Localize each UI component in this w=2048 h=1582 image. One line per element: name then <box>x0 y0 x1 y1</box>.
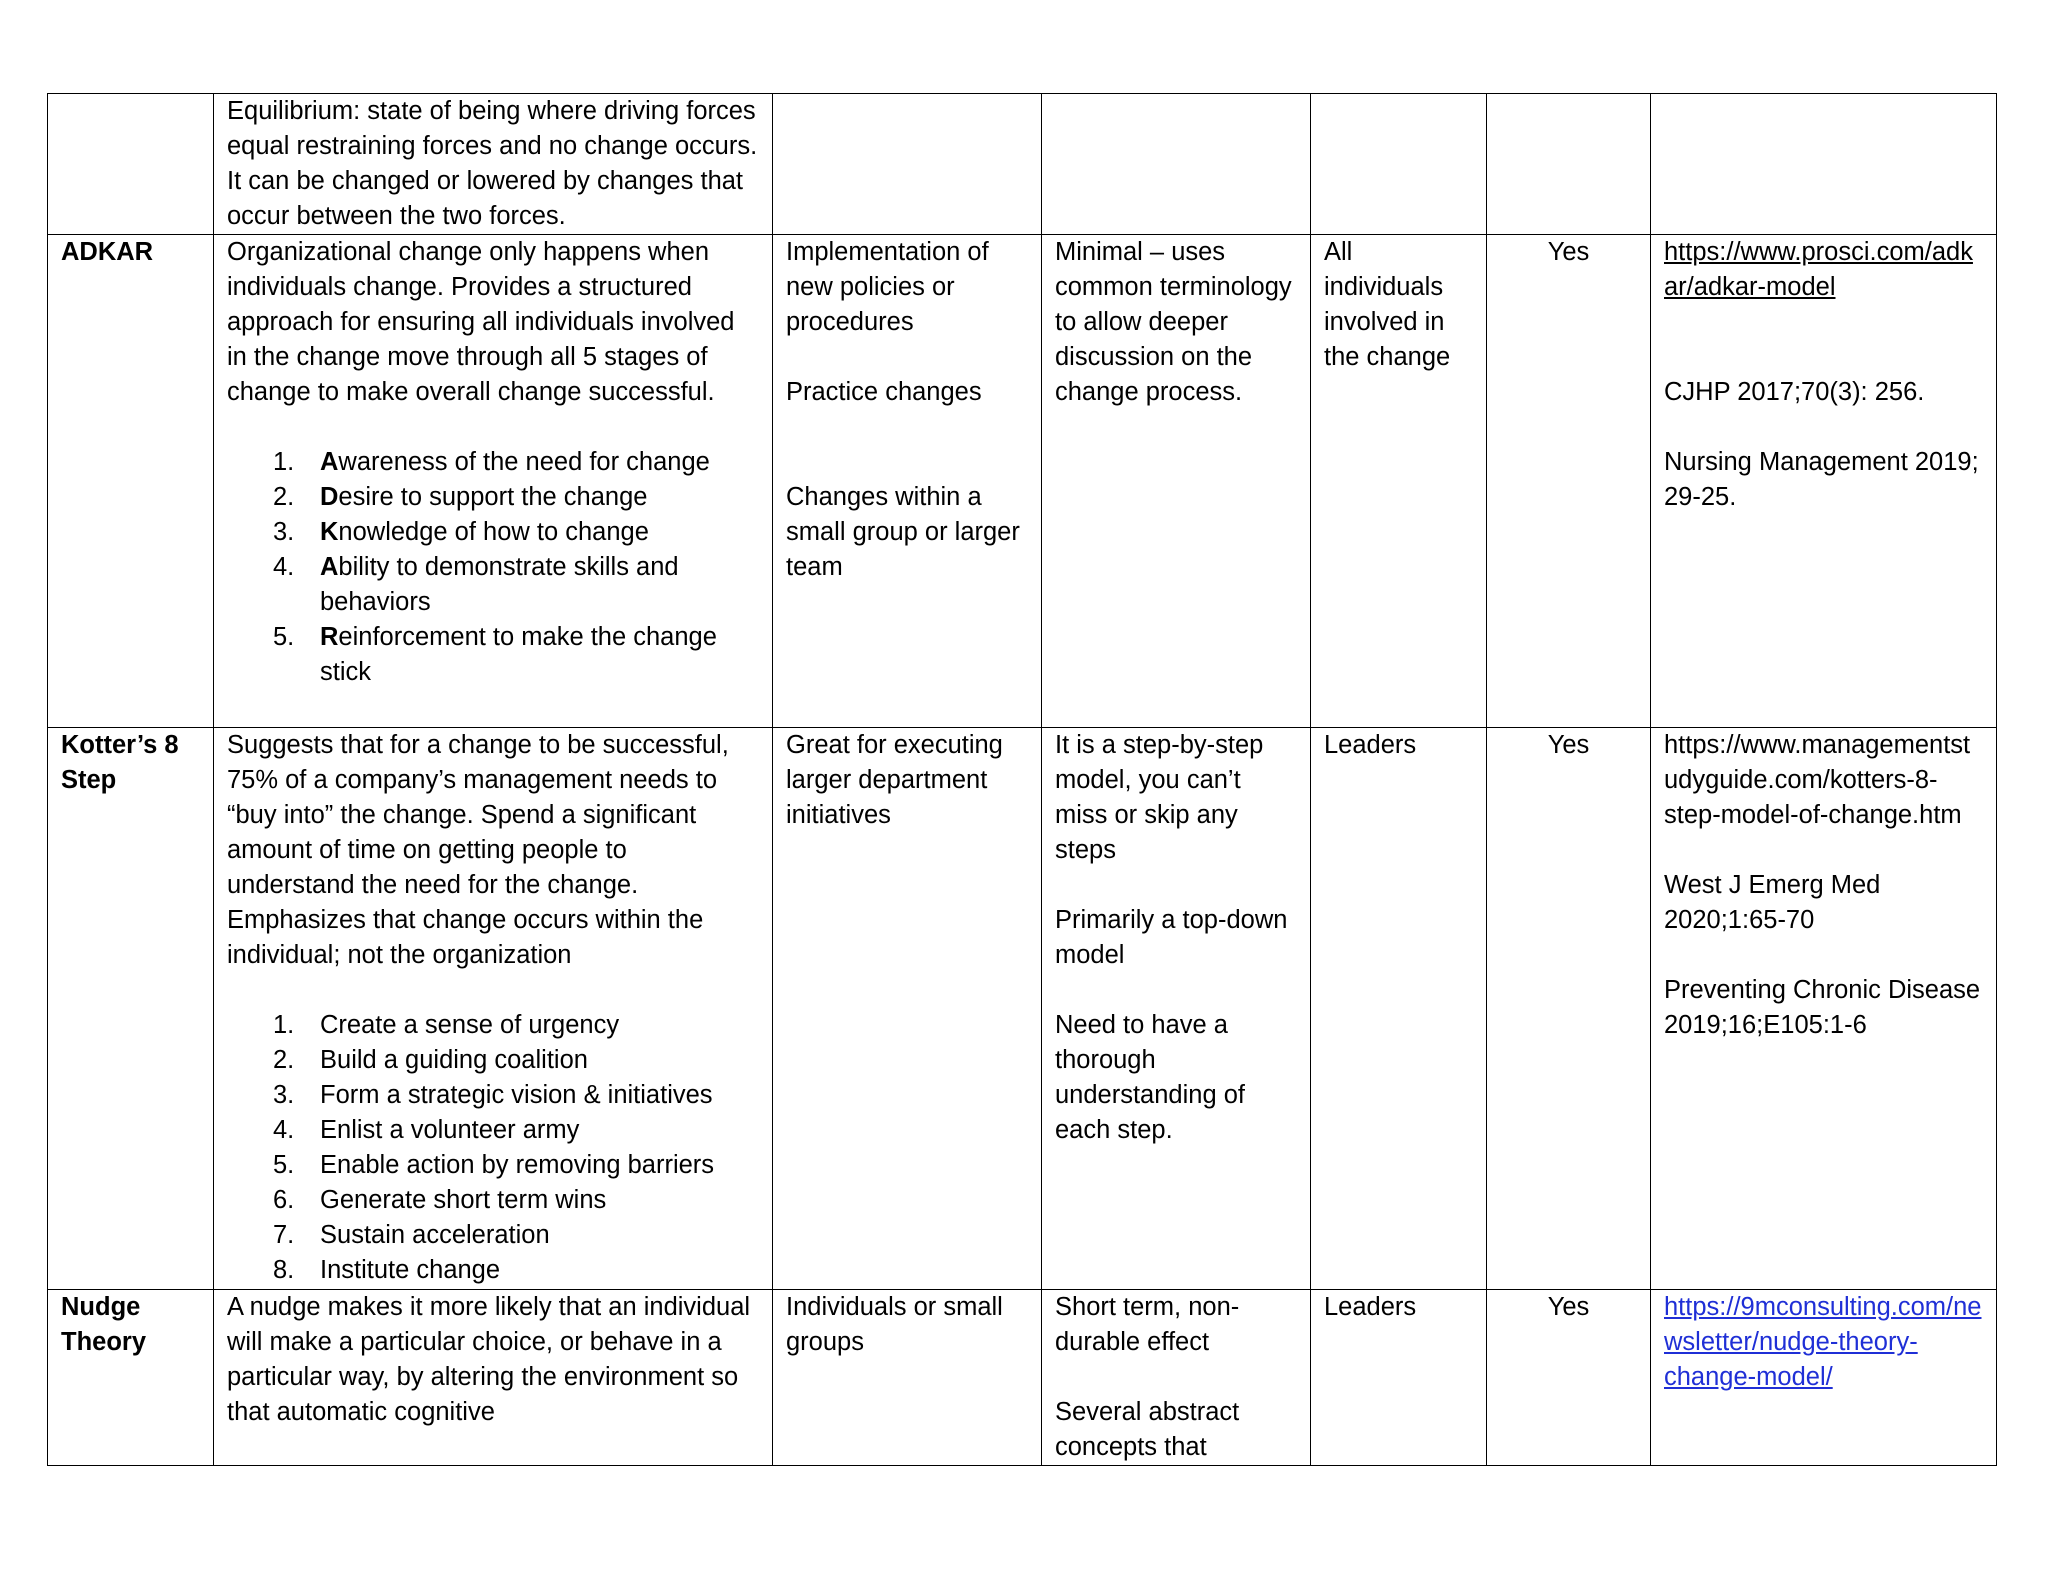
use-text: Implementation of new policies or procedures <box>786 238 989 336</box>
use-text: Individuals or small groups <box>786 1293 1003 1356</box>
list-item: 5. Enable action by removing barriers <box>273 1151 715 1179</box>
table-row-adkar <box>48 235 1997 728</box>
table-row-nudge <box>48 1290 1997 1466</box>
limitations-text: It is a step-by-step model, you can’t miss or skip any steps <box>1055 731 1264 864</box>
yes-cell <box>1487 728 1651 1290</box>
who-cell <box>1311 94 1487 235</box>
table-row-equilibrium <box>48 94 1997 235</box>
who-text: All individuals involved in the change <box>1324 238 1451 371</box>
reference-citation: CJHP 2017;70(3): 256. <box>1664 378 1925 406</box>
description-cell <box>214 1290 773 1466</box>
who-cell <box>1311 1290 1487 1466</box>
yes-cell <box>1487 1290 1651 1466</box>
references-cell <box>1651 94 1997 235</box>
change-models-table <box>47 93 1997 1466</box>
yes-text: Yes <box>1547 238 1590 266</box>
who-text: Leaders <box>1324 1293 1417 1321</box>
model-name-cell: Nudge Theory <box>48 1290 214 1466</box>
references-cell <box>1651 235 1997 728</box>
list-item: 6. Generate short term wins <box>273 1186 607 1214</box>
use-text: Great for executing larger department initiatives <box>786 731 1003 829</box>
limitations-text: Short term, non-durable effect <box>1055 1293 1240 1356</box>
use-text: Practice changes <box>786 378 982 406</box>
reference-citation: https://www.managementstudyguide.com/kotters-8-step-model-of-change.htm <box>1664 731 1971 829</box>
limitations-cell <box>1042 728 1311 1290</box>
references-cell <box>1651 1290 1997 1466</box>
model-name-cell <box>48 94 214 235</box>
list-item: 4. Enlist a volunteer army <box>273 1116 580 1144</box>
limitations-text: Minimal – uses common terminology to allow deeper discussion on the change process. <box>1055 238 1292 406</box>
references-cell <box>1651 728 1997 1290</box>
who-cell <box>1311 235 1487 728</box>
who-text: Leaders <box>1324 731 1417 759</box>
reference-link[interactable]: https://www.prosci.com/adkar/adkar-model <box>1664 238 1973 301</box>
table-row-kotter <box>48 728 1997 1290</box>
kotter-steps-list <box>227 1008 759 1288</box>
limitations-cell <box>1042 235 1311 728</box>
list-item: 2. Build a guiding coalition <box>273 1046 588 1074</box>
limitations-cell <box>1042 1290 1311 1466</box>
limitations-cell <box>1042 94 1311 235</box>
limitations-text: Primarily a top-down model <box>1055 906 1288 969</box>
description-text: Suggests that for a change to be successful, 75% of a company’s management needs to “buy into” the change. Spend a significant amount of time on getting people to understand the need for the change. Emphasizes that change occurs within the individual; not the organization <box>227 731 729 969</box>
use-cell <box>773 235 1042 728</box>
use-text: Changes within a small group or larger team <box>786 483 1020 581</box>
list-item: 1. Awareness of the need for change <box>273 448 710 476</box>
list-item: 8. Institute change <box>273 1256 501 1284</box>
yes-text: Yes <box>1547 731 1590 759</box>
model-name-cell: Kotter’s 8 Step <box>48 728 214 1290</box>
use-cell <box>773 94 1042 235</box>
reference-citation: Nursing Management 2019; 29-25. <box>1664 448 1979 511</box>
reference-citation: Preventing Chronic Disease 2019;16;E105:1-6 <box>1664 976 1981 1039</box>
yes-cell <box>1487 235 1651 728</box>
reference-citation: West J Emerg Med 2020;1:65-70 <box>1664 871 1881 934</box>
model-name-cell: ADKAR <box>48 235 214 728</box>
description-cell <box>214 728 773 1290</box>
reference-link[interactable]: https://9mconsulting.com/newsletter/nudge-theory-change-model/ <box>1664 1293 1982 1391</box>
description-text: A nudge makes it more likely that an individual will make a particular choice, or behave in a particular way, by altering the environment so that automatic cognitive <box>227 1293 751 1426</box>
list-item: 2. Desire to support the change <box>273 483 648 511</box>
use-cell <box>773 728 1042 1290</box>
description-cell <box>214 235 773 728</box>
description-cell <box>214 94 773 235</box>
use-cell <box>773 1290 1042 1466</box>
list-item: 3. Knowledge of how to change <box>273 518 649 546</box>
document-page <box>47 93 1996 1466</box>
list-item: 4. Ability to demonstrate skills and behaviors <box>273 553 679 616</box>
adkar-steps-list <box>227 445 759 690</box>
yes-cell <box>1487 94 1651 235</box>
description-text: Equilibrium: state of being where driving forces equal restraining forces and no change occurs. It can be changed or lowered by changes that occur between the two forces. <box>227 97 758 230</box>
limitations-text: Need to have a thorough understanding of each step. <box>1055 1011 1245 1144</box>
list-item: 5. Reinforcement to make the change stick <box>273 623 717 686</box>
list-item: 3. Form a strategic vision & initiatives <box>273 1081 713 1109</box>
list-item: 1. Create a sense of urgency <box>273 1011 620 1039</box>
list-item: 7. Sustain acceleration <box>273 1221 550 1249</box>
yes-text: Yes <box>1547 1293 1590 1321</box>
description-text: Organizational change only happens when individuals change. Provides a structured approach for ensuring all individuals involved in the change move through all 5 stages of change to make overall change successful. <box>227 238 735 406</box>
limitations-text: Several abstract concepts that <box>1055 1398 1240 1461</box>
who-cell <box>1311 728 1487 1290</box>
